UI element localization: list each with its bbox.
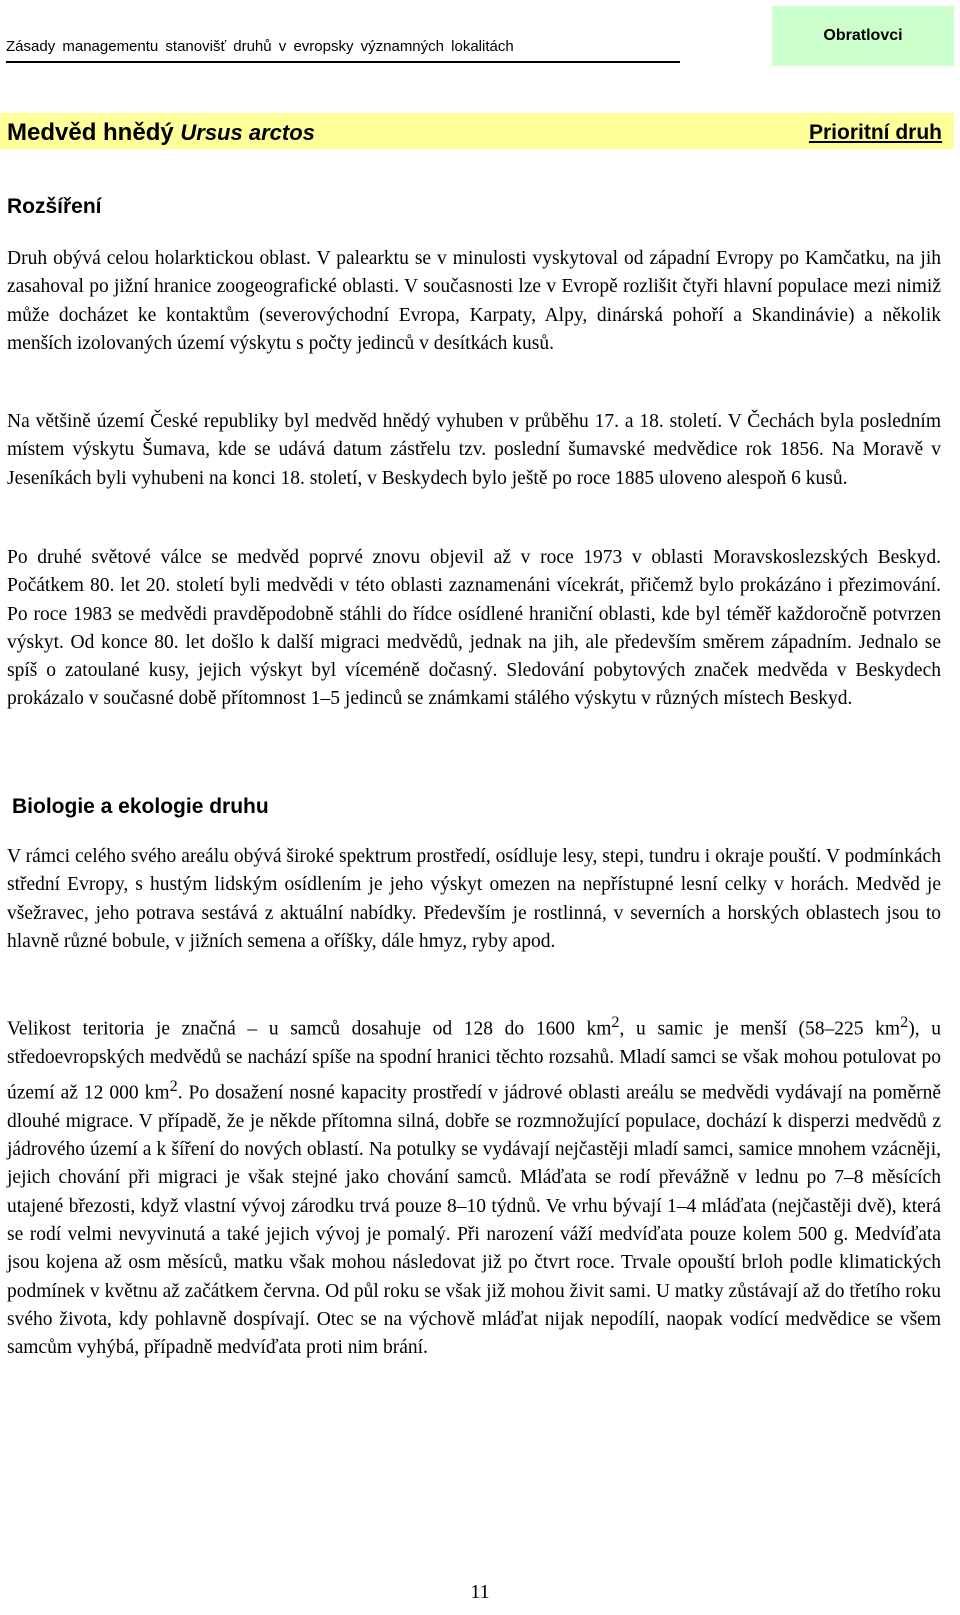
page-header: [6, 0, 960, 70]
superscript-squared: 2: [900, 1013, 909, 1031]
biology-p2-text-c: ), u středoevropských medvědů se nachází spíše na spodní hranici těchto rozsahů. Mladí samci se však mohou potulovat po území až 12 000 km: [7, 1018, 941, 1104]
section-label-box: [772, 6, 954, 66]
biology-p2-text-b: , u samic je menší (58–225 km: [619, 1018, 901, 1040]
heading-biology: Biologie a ekologie druhu: [12, 795, 269, 818]
biology-paragraph-2: [7, 1008, 941, 1363]
header-underline: [6, 61, 680, 63]
distribution-paragraph-3: Po druhé světové válce se medvěd poprvé znovu objevil až v roce 1973 v oblasti Moravskoslezských Beskyd. Počátkem 80. let 20. století byli medvědi v této oblasti zaznamenáni vícekrát, přičemž bylo prokázáno i přezimování. Po roce 1983 se medvědi pravděpodobně stáhli do řídce osídlené hraniční oblasti, kde byl téměř každoročně potvrzen výskyt. Od konce 80. let došlo k další migraci medvědů, jednak na jih, ale především směrem západním. Jednalo se spíš o zatoulané kusy, jejich výskyt byl víceméně dočasný. Sledování pobytových značek medvěda v Beskydech prokázalo v současné době přítomnost 1–5 jedinců se známkami stálého výskytu v různých místech Beskyd.: [7, 547, 941, 710]
running-header-title: Zásady managementu stanovišť druhů v evropsky významných lokalitách: [6, 38, 514, 55]
distribution-paragraph-2: Na většině území České republiky byl medvěd hnědý vyhuben v průběhu 17. a 18. století. V Čechách byla posledním místem výskytu Šumava, kde se udává datum zástřelu tzv. poslední šumavské medvědice rok 1856. Na Moravě v Jeseníkách byli vyhubeni na konci 18. století, v Beskydech bylo ještě po roce 1885 uloveno alespoň 6 kusů.: [7, 411, 941, 489]
section-label: Obratlovci: [823, 27, 903, 44]
species-common-name: Medvěd hnědý: [7, 119, 174, 146]
distribution-paragraph-1: Druh obývá celou holarktickou oblast. V palearktu se v minulosti vyskytoval od západní Evropy po Kamčatku, na jih zasahoval po jižní hranice zoogeografické oblasti. V současnosti lze v Evropě rozlišit čtyři hlavní populace mezi nimiž může docházet ke kontaktům (severovýchodní Evropa, Karpaty, Alpy, dinárská pohoří a Skandinávie) a několik menších izolovaných území výskytu s počty jedinců v desítkách kusů.: [7, 248, 941, 354]
biology-p2-text-a: Velikost teritoria je značná – u samců dosahuje od 128 do 1600 km: [7, 1018, 612, 1040]
superscript-squared: 2: [169, 1077, 178, 1096]
species-title-band: [0, 113, 954, 149]
heading-distribution: Rozšíření: [7, 195, 102, 218]
page-number: 11: [470, 1581, 490, 1603]
biology-p2-text-d: . Po dosažení nosné kapacity prostředí v jádrové oblasti areálu se medvědi vydávají na poměrně dlouhé migrace. V případě, že je někde přítomna silná, dobře se rozmnožující populace, dochází k disperzi medvědů z jádrového území a k šíření do nových oblastí. Na potulky se vydávají nejčastěji mladí samci, samice mnohem vzácněji, jejich chování při migraci je však stejné jako chování samců. Mláďata se rodí převážně v lednu po 7–8 měsících utajené březosti, když vlastní vývoj zárodku trvá pouze 8–10 týdnů. Ve vrhu bývají 1–4 mláďata (nejčastěji dvě), která se rodí velmi nevyvinutá a také jejich vývoj je pomalý. Při narození váží medvíďata pouze kolem 500 g. Medvíďata jsou kojena až osm měsíců, matku však mohou následovat již po čtvrt roce. Trvale opouští brloh podle klimatických podmínek v květnu až začátkem června. Od půl roku se však již mohou živit sami. U matky zůstávají až do třetího roku svého života, kdy pohlavně dospívají. Otec se na výchově mláďat nijak nepodílí, naopak vodící medvědice se všem samcům vyhýbá, případně medvíďata proti nim brání.: [7, 1082, 942, 1359]
biology-paragraph-1: V rámci celého svého areálu obývá široké spektrum prostředí, osídluje lesy, stepi, tundru i okraje pouští. V podmínkách střední Evropy, s hustým lidským osídlením je jeho výskyt omezen na nepřístupné lesní celky v horách. Medvěd je všežravec, jeho potrava sestává z aktuální nabídky. Především je rostlinná, v severních a horských oblastech jsou to hlavně různé bobule, v jižních semena a oříšky, dále hmyz, ryby apod.: [7, 846, 941, 952]
species-title: [7, 119, 315, 147]
species-latin-name: Ursus arctos: [180, 120, 315, 145]
priority-status: Prioritní druh: [809, 121, 942, 144]
superscript-squared: 2: [611, 1013, 620, 1031]
